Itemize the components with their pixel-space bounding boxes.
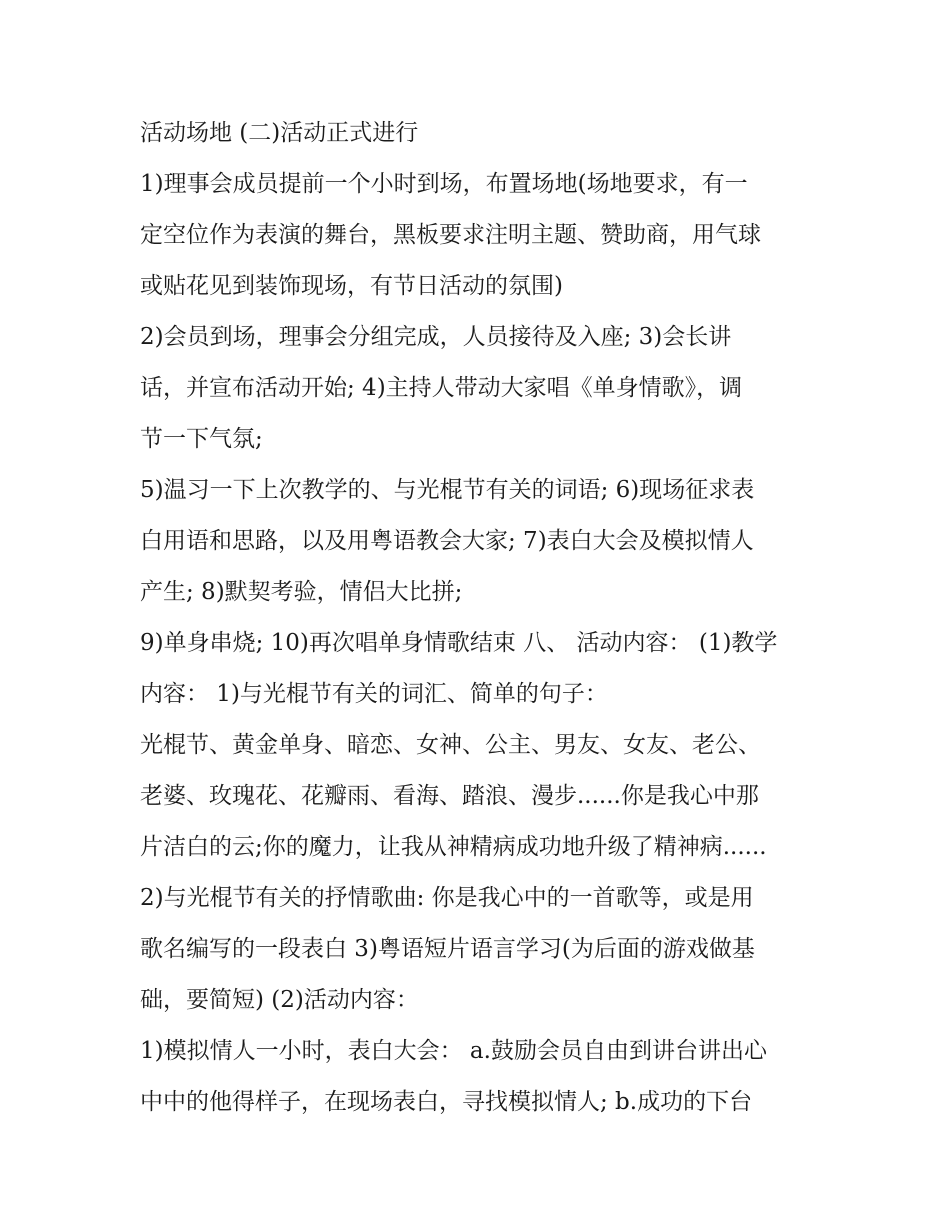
document-body bbox=[140, 108, 820, 1128]
text-line-18: 础，要简短) (2)活动内容： bbox=[140, 987, 419, 1013]
text-line-7: 节一下气氛; bbox=[140, 426, 263, 452]
text-line-1: 活动场地 (二)活动正式进行 bbox=[140, 120, 419, 146]
text-line-20: 中中的他得样子，在现场表白，寻找模拟情人; b.成功的下台 bbox=[140, 1089, 753, 1115]
text-line-3: 定空位作为表演的舞台，黑板要求注明主题、赞助商，用气球 bbox=[140, 222, 761, 248]
text-line-14: 老婆、玫瑰花、花瓣雨、看海、踏浪、漫步......你是我心中那 bbox=[140, 783, 759, 809]
text-line-9: 白用语和思路，以及用粤语教会大家; 7)表白大会及模拟情人 bbox=[140, 528, 754, 554]
text-line-5: 2)会员到场，理事会分组完成，人员接待及入座; 3)会长讲 bbox=[140, 324, 732, 350]
text-line-4: 或贴花见到装饰现场，有节日活动的氛围) bbox=[140, 273, 563, 299]
text-line-12: 内容： 1)与光棍节有关的词汇、简单的句子： bbox=[140, 681, 608, 707]
text-line-17: 歌名编写的一段表白 3)粤语短片语言学习(为后面的游戏做基 bbox=[140, 936, 755, 962]
text-line-6: 话，并宣布活动开始; 4)主持人带动大家唱《单身情歌》，调 bbox=[140, 375, 743, 401]
text-line-10: 产生; 8)默契考验，情侣大比拼; bbox=[140, 579, 463, 605]
text-line-16: 2)与光棍节有关的抒情歌曲: 你是我心中的一首歌等，或是用 bbox=[140, 885, 754, 911]
text-line-13: 光棍节、黄金单身、暗恋、女神、公主、男友、女友、老公、 bbox=[140, 732, 761, 758]
text-line-2: 1)理事会成员提前一个小时到场，布置场地(场地要求，有一 bbox=[140, 171, 748, 197]
text-line-11: 9)单身串烧; 10)再次唱单身情歌结束 八、 活动内容： (1)教学 bbox=[140, 630, 778, 656]
text-line-8: 5)温习一下上次教学的、与光棍节有关的词语; 6)现场征求表 bbox=[140, 477, 755, 503]
text-line-15: 片洁白的云;你的魔力，让我从神精病成功地升级了精神病...... bbox=[140, 834, 767, 860]
text-line-19: 1)模拟情人一小时，表白大会： a.鼓励会员自由到讲台讲出心 bbox=[140, 1038, 767, 1064]
